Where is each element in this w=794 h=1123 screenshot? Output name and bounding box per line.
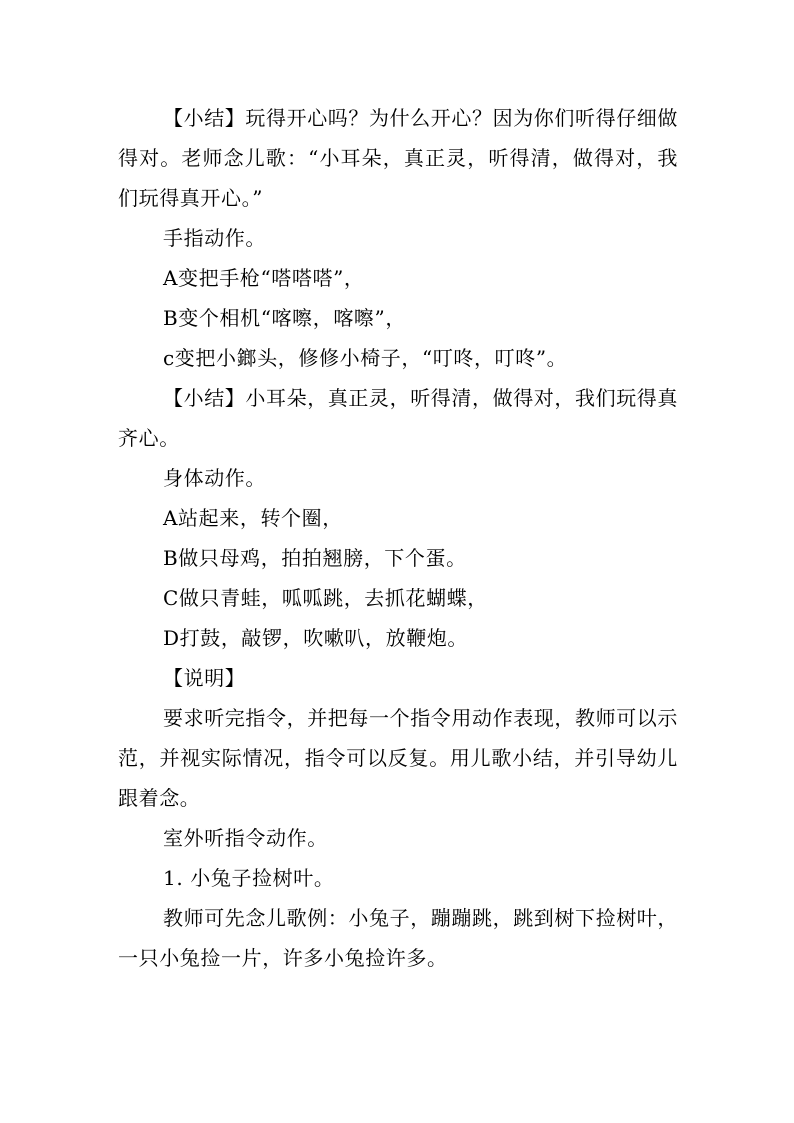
summary-paragraph-1: 【小结】玩得开心吗？为什么开心？因为你们听得仔细做得对。老师念儿歌：“小耳朵，真正灵，听得清，做得对，我们玩得真开心。” xyxy=(118,106,678,210)
summary-paragraph-2: 【小结】小耳朵，真正灵，听得清，做得对，我们玩得真齐心。 xyxy=(118,386,678,450)
finger-action-c: c变把小鎯头，修修小椅子，“叮咚，叮咚”。 xyxy=(163,346,568,370)
outdoor-actions-heading: 室外听指令动作。 xyxy=(163,826,328,850)
finger-action-b: B变个相机“喀嚓，喀嚓”， xyxy=(163,306,406,330)
finger-actions-heading: 手指动作。 xyxy=(163,226,266,250)
body-action-d: D打鼓，敲锣，吹嗽叭，放鞭炮。 xyxy=(163,626,469,650)
body-action-c: C做只青蛙，呱呱跳，去抓花蝴蝶， xyxy=(163,586,488,610)
explanation-paragraph: 要求听完指令，并把每一个指令用动作表现，教师可以示范，并视实际情况，指令可以反复。用儿歌小结，并引导幼儿跟着念。 xyxy=(118,706,678,810)
body-action-b: B做只母鸡，拍拍翘膀，下个蛋。 xyxy=(163,546,467,570)
document-body xyxy=(118,98,678,978)
finger-action-a: A变把手枪“嗒嗒嗒”， xyxy=(163,266,365,290)
rhyme-paragraph: 教师可先念儿歌例：小兔子，蹦蹦跳，跳到树下捡树叶，一只小兔捡一片，许多小兔捡许多。 xyxy=(118,906,678,970)
body-actions-heading: 身体动作。 xyxy=(163,466,266,490)
body-action-a: A站起来，转个圈， xyxy=(163,506,343,530)
explanation-heading: 【说明】 xyxy=(163,666,246,690)
activity-item-1: 1. 小兔子捡树叶。 xyxy=(163,866,335,890)
